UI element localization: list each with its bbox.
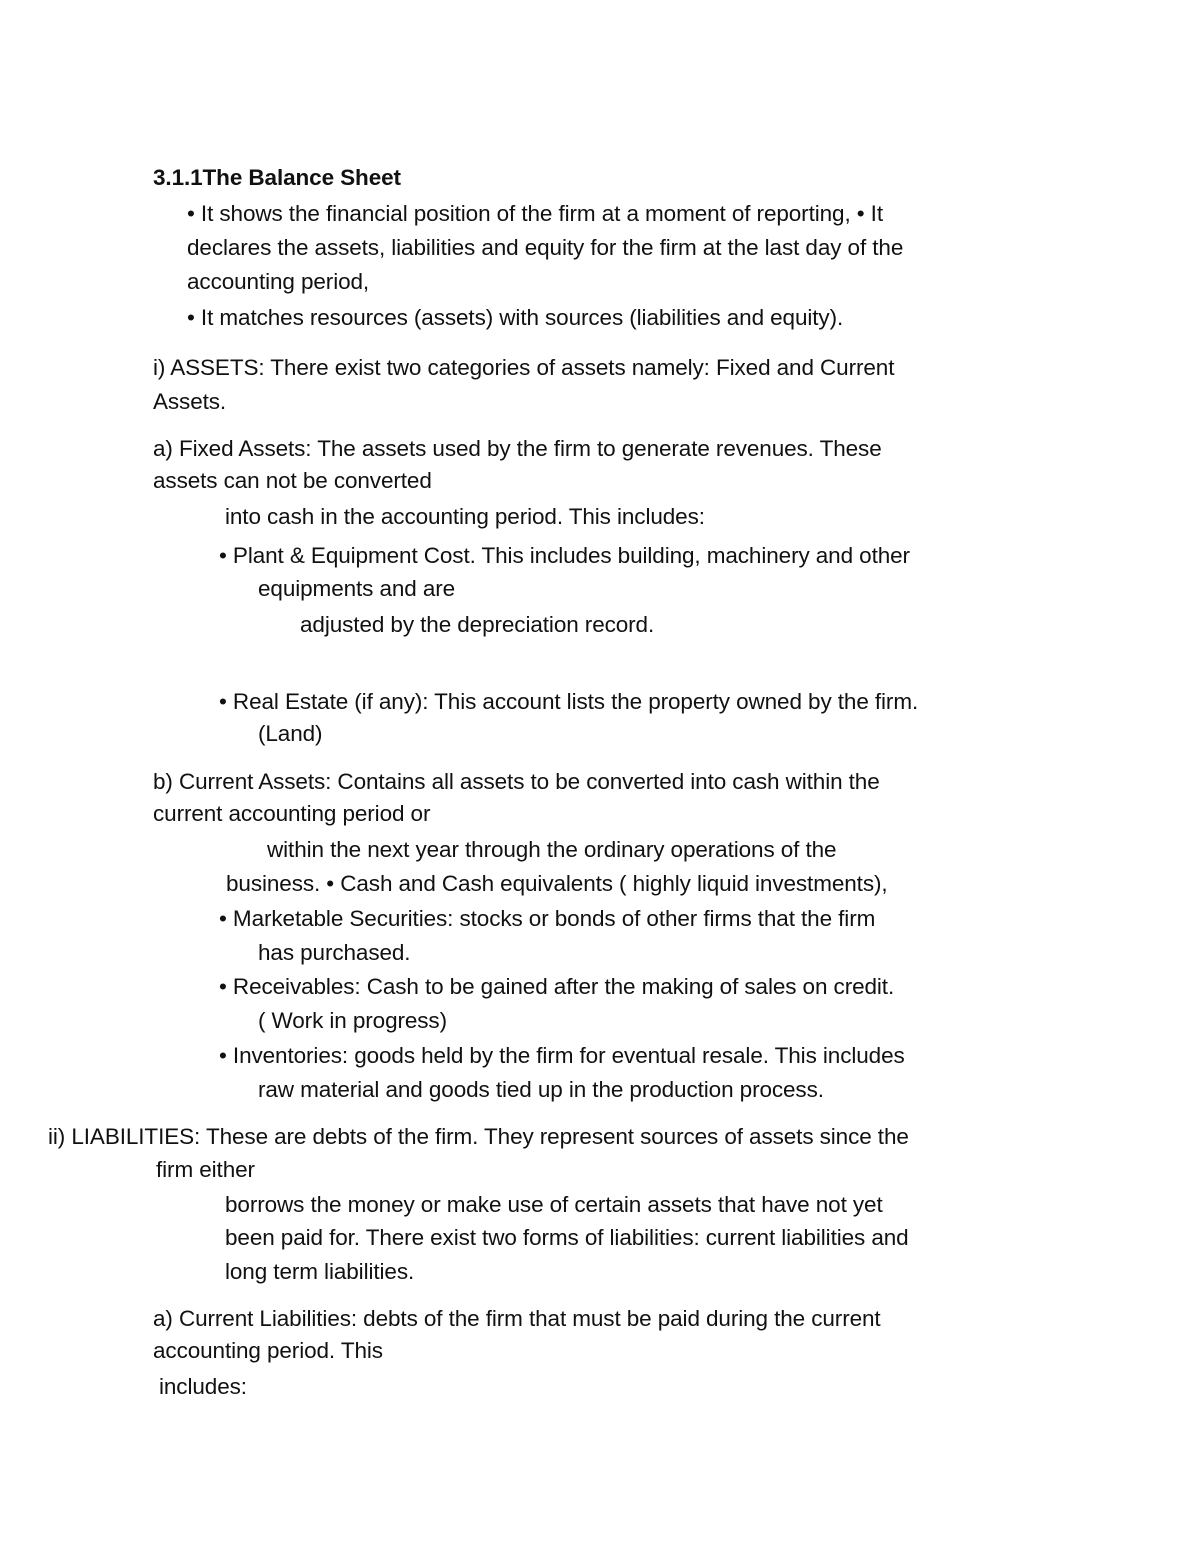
text-line: b) Current Assets: Contains all assets to be converted into cash within the xyxy=(153,769,880,794)
text-line: declares the assets, liabilities and equity for the firm at the last day of the xyxy=(187,235,904,260)
text-line: • Inventories: goods held by the firm for eventual resale. This includes xyxy=(219,1043,905,1068)
text-line: includes: xyxy=(159,1374,247,1399)
text-line: been paid for. There exist two forms of liabilities: current liabilities and xyxy=(225,1225,909,1250)
text-line: • Receivables: Cash to be gained after the making of sales on credit. xyxy=(219,974,895,999)
text-line: accounting period, xyxy=(187,269,370,294)
text-line: • It matches resources (assets) with sources (liabilities and equity). xyxy=(187,305,844,330)
text-line: (Land) xyxy=(258,721,323,746)
text-line: long term liabilities. xyxy=(225,1259,415,1284)
section-title: 3.1.1The Balance Sheet xyxy=(153,165,401,190)
text-line: borrows the money or make use of certain assets that have not yet xyxy=(225,1192,883,1217)
text-line: a) Current Liabilities: debts of the firm that must be paid during the current xyxy=(153,1306,881,1331)
text-line: Assets. xyxy=(153,389,227,414)
text-line: a) Fixed Assets: The assets used by the firm to generate revenues. These xyxy=(153,436,882,461)
text-line: into cash in the accounting period. This includes: xyxy=(225,504,705,529)
text-line: • Marketable Securities: stocks or bonds of other firms that the firm xyxy=(219,906,876,931)
text-line: • It shows the financial position of the firm at a moment of reporting, • It xyxy=(187,201,883,226)
text-line: current accounting period or xyxy=(153,801,431,826)
text-line: i) ASSETS: There exist two categories of assets namely: Fixed and Current xyxy=(153,355,895,380)
text-line: ( Work in progress) xyxy=(258,1008,447,1033)
text-line: assets can not be converted xyxy=(153,468,432,493)
text-line: accounting period. This xyxy=(153,1338,383,1363)
text-line: firm either xyxy=(156,1157,255,1182)
text-line: raw material and goods tied up in the production process. xyxy=(258,1077,824,1102)
text-line: business. • Cash and Cash equivalents ( highly liquid investments), xyxy=(226,871,888,896)
text-line: adjusted by the depreciation record. xyxy=(300,612,655,637)
text-line: • Real Estate (if any): This account lists the property owned by the firm. xyxy=(219,689,919,714)
text-line: • Plant & Equipment Cost. This includes building, machinery and other xyxy=(219,543,910,568)
text-line: ii) LIABILITIES: These are debts of the firm. They represent sources of assets since the xyxy=(48,1124,909,1149)
text-line: has purchased. xyxy=(258,940,411,965)
text-line: equipments and are xyxy=(258,576,456,601)
text-line: within the next year through the ordinary operations of the xyxy=(267,837,837,862)
